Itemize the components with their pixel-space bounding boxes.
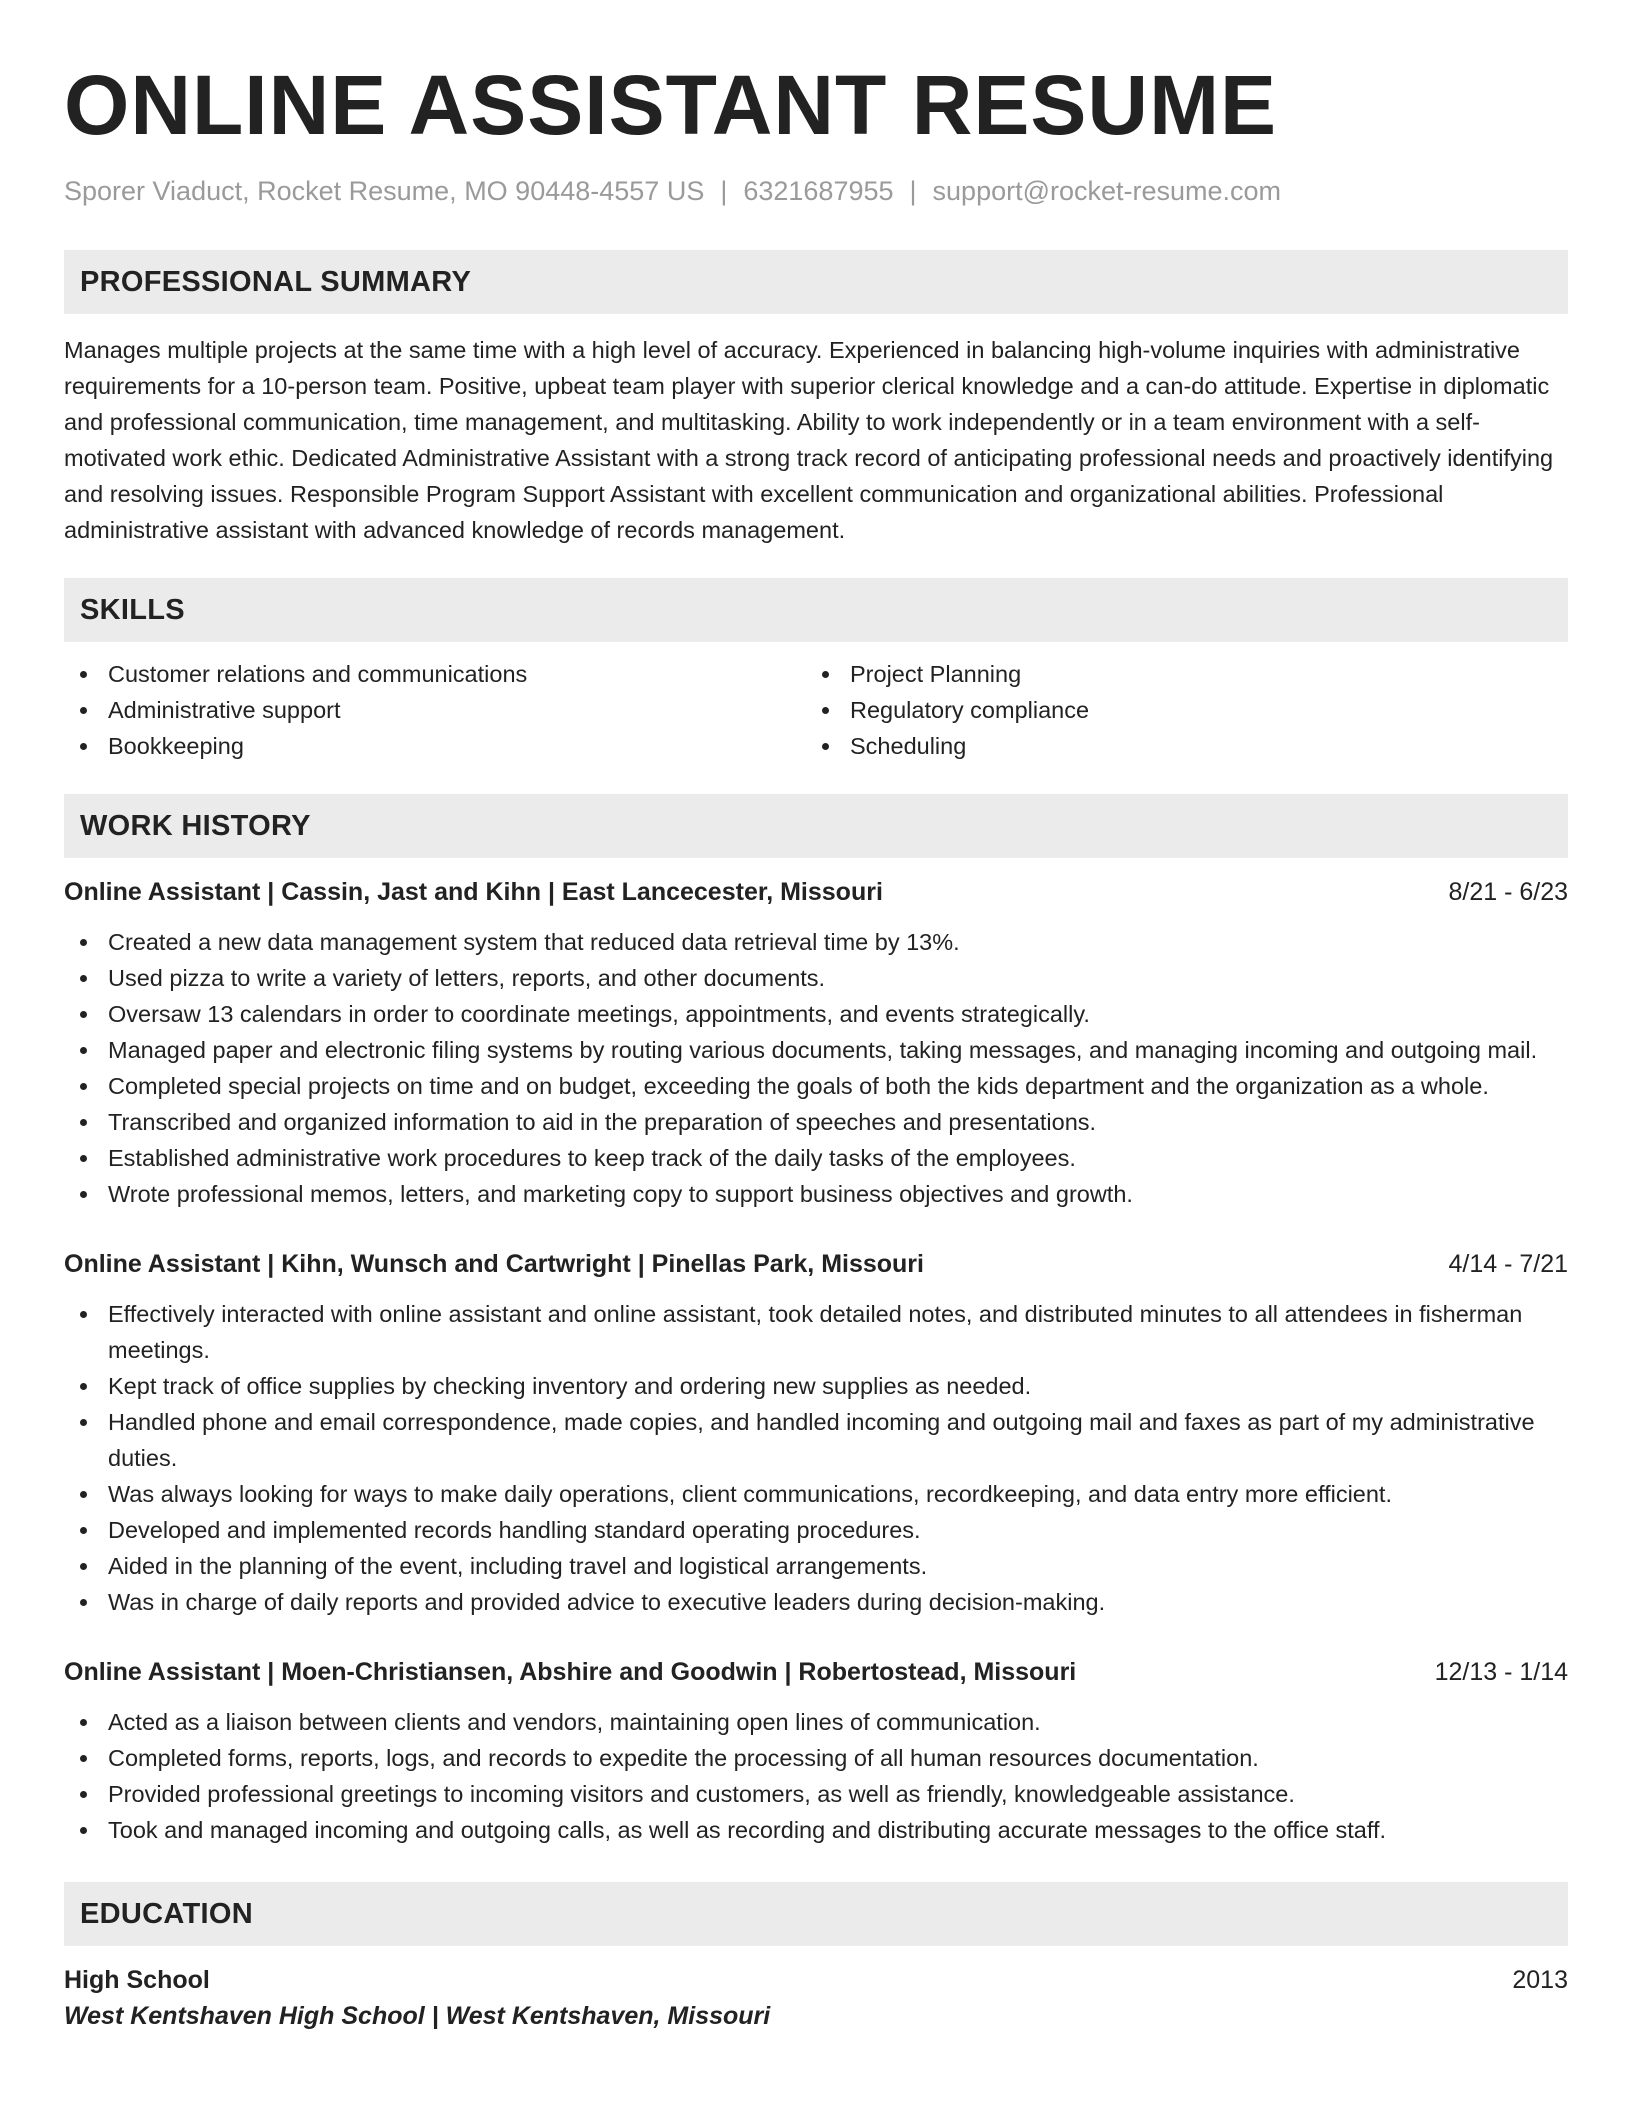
job-bullet: Established administrative work procedures to keep track of the daily tasks of the employees.	[64, 1140, 1568, 1176]
job-bullet: Handled phone and email correspondence, made copies, and handled incoming and outgoing mail and faxes as part of my administrative duties.	[64, 1404, 1568, 1476]
job-entry	[64, 874, 1568, 1212]
section-heading-summary: PROFESSIONAL SUMMARY	[64, 250, 1568, 314]
job-dates: 12/13 - 1/14	[1434, 1658, 1568, 1686]
job-bullets	[64, 924, 1568, 1212]
job-bullet: Completed forms, reports, logs, and records to expedite the processing of all human resources documentation.	[64, 1740, 1568, 1776]
section-heading-work-history: WORK HISTORY	[64, 794, 1568, 858]
job-bullets	[64, 1296, 1568, 1620]
job-bullet: Completed special projects on time and on budget, exceeding the goals of both the kids department and the organization as a whole.	[64, 1068, 1568, 1104]
job-bullet: Took and managed incoming and outgoing calls, as well as recording and distributing accurate messages to the office staff.	[64, 1812, 1568, 1848]
job-bullet: Was always looking for ways to make daily operations, client communications, recordkeeping, and data entry more efficient.	[64, 1476, 1568, 1512]
education-year: 2013	[1512, 1966, 1568, 1994]
job-header	[64, 1654, 1568, 1690]
job-header	[64, 1246, 1568, 1282]
skill-item: Administrative support	[64, 692, 806, 728]
skill-item: Scheduling	[806, 728, 1548, 764]
skill-item: Customer relations and communications	[64, 656, 806, 692]
job-bullet: Managed paper and electronic filing systems by routing various documents, taking messages, and managing incoming and outgoing mail.	[64, 1032, 1568, 1068]
job-bullet: Created a new data management system that reduced data retrieval time by 13%.	[64, 924, 1568, 960]
job-bullet: Kept track of office supplies by checking inventory and ordering new supplies as needed.	[64, 1368, 1568, 1404]
job-bullet: Effectively interacted with online assistant and online assistant, took detailed notes, and distributed minutes to all attendees in fisherman meetings.	[64, 1296, 1568, 1368]
summary-text: Manages multiple projects at the same time with a high level of accuracy. Experienced in balancing high-volume inquiries with administrative requirements for a 10-person team. Positive, upbeat team player with superior clerical knowledge and a can-do attitude. Expertise in diplomatic and professional communication, time management, and multitasking. Ability to work independently or in a team environment with a self-motivated work ethic. Dedicated Administrative Assistant with a strong track record of anticipating professional needs and proactively identifying and resolving issues. Responsible Program Support Assistant with excellent communication and organizational abilities. Professional administrative assistant with advanced knowledge of records management.	[64, 337, 1554, 543]
job-bullet: Developed and implemented records handling standard operating procedures.	[64, 1512, 1568, 1548]
contact-email: support@rocket-resume.com	[932, 176, 1282, 206]
section-heading-skills: SKILLS	[64, 578, 1568, 642]
job-entry	[64, 1246, 1568, 1620]
education-degree: High School	[64, 1966, 210, 1994]
job-bullet: Aided in the planning of the event, including travel and logistical arrangements.	[64, 1548, 1568, 1584]
resume-title: ONLINE ASSISTANT RESUME	[64, 58, 1278, 152]
job-title: Online Assistant | Moen-Christiansen, Abshire and Goodwin | Robertostead, Missouri	[64, 1658, 1077, 1686]
job-dates: 8/21 - 6/23	[1448, 878, 1568, 906]
job-bullet: Used pizza to write a variety of letters, reports, and other documents.	[64, 960, 1568, 996]
education-entry	[64, 1962, 1568, 2034]
skill-item: Project Planning	[806, 656, 1548, 692]
contact-separator: |	[720, 176, 728, 206]
job-entry	[64, 1654, 1568, 1848]
section-heading-education: EDUCATION	[64, 1882, 1568, 1946]
job-bullet: Provided professional greetings to incoming visitors and customers, as well as friendly, knowledgeable assistance.	[64, 1776, 1568, 1812]
skill-item: Regulatory compliance	[806, 692, 1548, 728]
skills-column-right	[806, 656, 1548, 764]
job-title: Online Assistant | Kihn, Wunsch and Cartwright | Pinellas Park, Missouri	[64, 1250, 924, 1278]
skills-column-left	[64, 656, 806, 764]
job-bullet: Was in charge of daily reports and provided advice to executive leaders during decision-making.	[64, 1584, 1568, 1620]
job-bullet: Wrote professional memos, letters, and marketing copy to support business objectives and growth.	[64, 1176, 1568, 1212]
job-bullets	[64, 1704, 1568, 1848]
job-title: Online Assistant | Cassin, Jast and Kihn | East Lancecester, Missouri	[64, 878, 883, 906]
contact-address: Sporer Viaduct, Rocket Resume, MO 90448-4557 US	[64, 176, 705, 206]
skill-item: Bookkeeping	[64, 728, 806, 764]
education-header	[64, 1962, 1568, 1998]
education-school: West Kentshaven High School | West Kentshaven, Missouri	[64, 2002, 771, 2030]
job-bullet: Transcribed and organized information to aid in the preparation of speeches and presentations.	[64, 1104, 1568, 1140]
job-bullet: Acted as a liaison between clients and vendors, maintaining open lines of communication.	[64, 1704, 1568, 1740]
skills-list	[64, 656, 1568, 764]
contact-phone: 6321687955	[743, 176, 894, 206]
contact-line	[64, 172, 1568, 210]
job-bullet: Oversaw 13 calendars in order to coordinate meetings, appointments, and events strategically.	[64, 996, 1568, 1032]
job-header	[64, 874, 1568, 910]
contact-separator: |	[909, 176, 917, 206]
job-dates: 4/14 - 7/21	[1448, 1250, 1568, 1278]
